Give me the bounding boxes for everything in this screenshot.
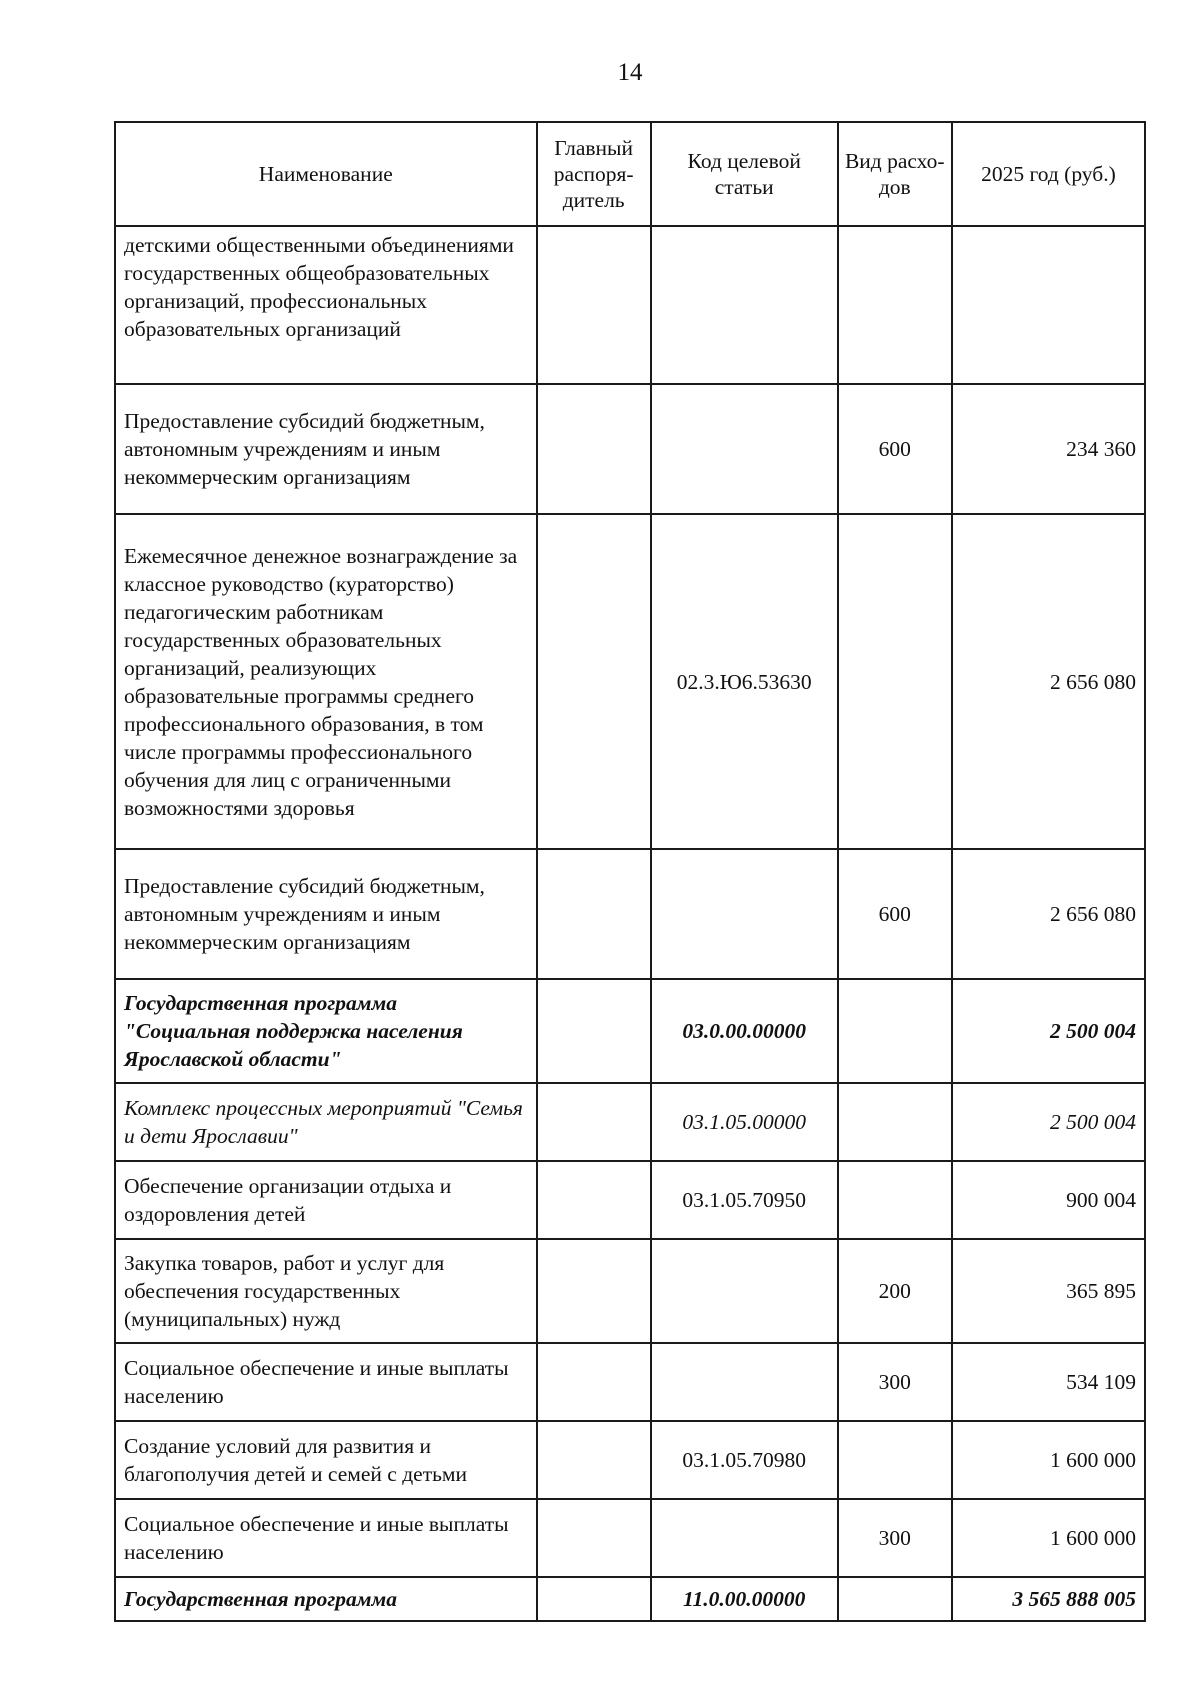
row-type [838,1083,952,1161]
table-row-program [115,1577,1145,1621]
row-amount [952,226,1145,384]
row-amount: 2 656 080 [952,849,1145,979]
header-code: Код целевой статьи [651,122,838,226]
row-code: 11.0.00.00000 [651,1577,838,1621]
row-amount: 1 600 000 [952,1421,1145,1499]
row-name: Предоставление субсидий бюджетным, автономным учреждениям и иным некоммерческим организациям [115,384,537,514]
header-name: Наименование [115,122,537,226]
row-name: детскими общественными объединениями государственных общеобразовательных организаций, профессиональных образовательных организаций [115,226,537,384]
header-row [115,122,1145,226]
row-type [838,979,952,1083]
row-type: 600 [838,849,952,979]
row-name: Государственная программа [115,1577,537,1621]
table-row [115,1421,1145,1499]
row-name: Государственная программа "Социальная поддержка населения Ярославской области" [115,979,537,1083]
table-row [115,226,1145,384]
row-code: 02.3.Ю6.53630 [651,514,838,849]
row-code [651,1239,838,1343]
row-code [651,849,838,979]
row-name: Ежемесячное денежное вознаграждение за классное руководство (кураторство) педагогическим работникам государственных образовательных организаций, реализующих образовательные программы среднего профессионального образования, в том числе программы профессионального обучения для лиц с ограниченными возможностями здоровья [115,514,537,849]
row-amount: 2 500 004 [952,1083,1145,1161]
row-type: 600 [838,384,952,514]
table-row [115,1343,1145,1421]
row-type [838,1577,952,1621]
row-code: 03.1.05.70950 [651,1161,838,1239]
row-type [838,1421,952,1499]
row-amount: 234 360 [952,384,1145,514]
row-name: Закупка товаров, работ и услуг для обеспечения государственных (муниципальных) нужд [115,1239,537,1343]
row-name: Социальное обеспечение и иные выплаты населению [115,1499,537,1577]
row-code: 03.1.05.00000 [651,1083,838,1161]
row-code: 03.0.00.00000 [651,979,838,1083]
row-code [651,1343,838,1421]
row-owner [537,1421,651,1499]
row-name: Предоставление субсидий бюджетным, автономным учреждениям и иным некоммерческим организациям [115,849,537,979]
header-amount: 2025 год (руб.) [952,122,1145,226]
row-amount: 2 500 004 [952,979,1145,1083]
row-owner [537,1083,651,1161]
row-amount: 534 109 [952,1343,1145,1421]
row-owner [537,1499,651,1577]
table-row [115,514,1145,849]
row-code: 03.1.05.70980 [651,1421,838,1499]
row-code [651,1499,838,1577]
row-type [838,226,952,384]
table-header [115,122,1145,226]
row-owner [537,1239,651,1343]
budget-table [114,121,1146,1622]
row-code [651,384,838,514]
table-row [115,1161,1145,1239]
row-amount: 900 004 [952,1161,1145,1239]
row-owner [537,1161,651,1239]
row-type: 300 [838,1499,952,1577]
row-name: Социальное обеспечение и иные выплаты населению [115,1343,537,1421]
table-row [115,849,1145,979]
row-owner [537,514,651,849]
table-row [115,384,1145,514]
row-amount: 2 656 080 [952,514,1145,849]
row-owner [537,979,651,1083]
row-type [838,514,952,849]
row-type: 200 [838,1239,952,1343]
row-type [838,1161,952,1239]
table-row-complex [115,1083,1145,1161]
row-name: Создание условий для развития и благополучия детей и семей с детьми [115,1421,537,1499]
table-row [115,1499,1145,1577]
table-row [115,1239,1145,1343]
row-owner [537,849,651,979]
table-body [115,226,1145,1621]
row-owner [537,384,651,514]
header-owner: Главный распоря-дитель [537,122,651,226]
row-owner [537,1343,651,1421]
row-type: 300 [838,1343,952,1421]
row-amount: 3 565 888 005 [952,1577,1145,1621]
row-owner [537,1577,651,1621]
header-type: Вид расхо-дов [838,122,952,226]
row-amount: 365 895 [952,1239,1145,1343]
page-number: 14 [617,59,643,86]
row-name: Комплекс процессных мероприятий "Семья и дети Ярославии" [115,1083,537,1161]
row-owner [537,226,651,384]
row-amount: 1 600 000 [952,1499,1145,1577]
table-row-program [115,979,1145,1083]
row-name: Обеспечение организации отдыха и оздоровления детей [115,1161,537,1239]
row-code [651,226,838,384]
